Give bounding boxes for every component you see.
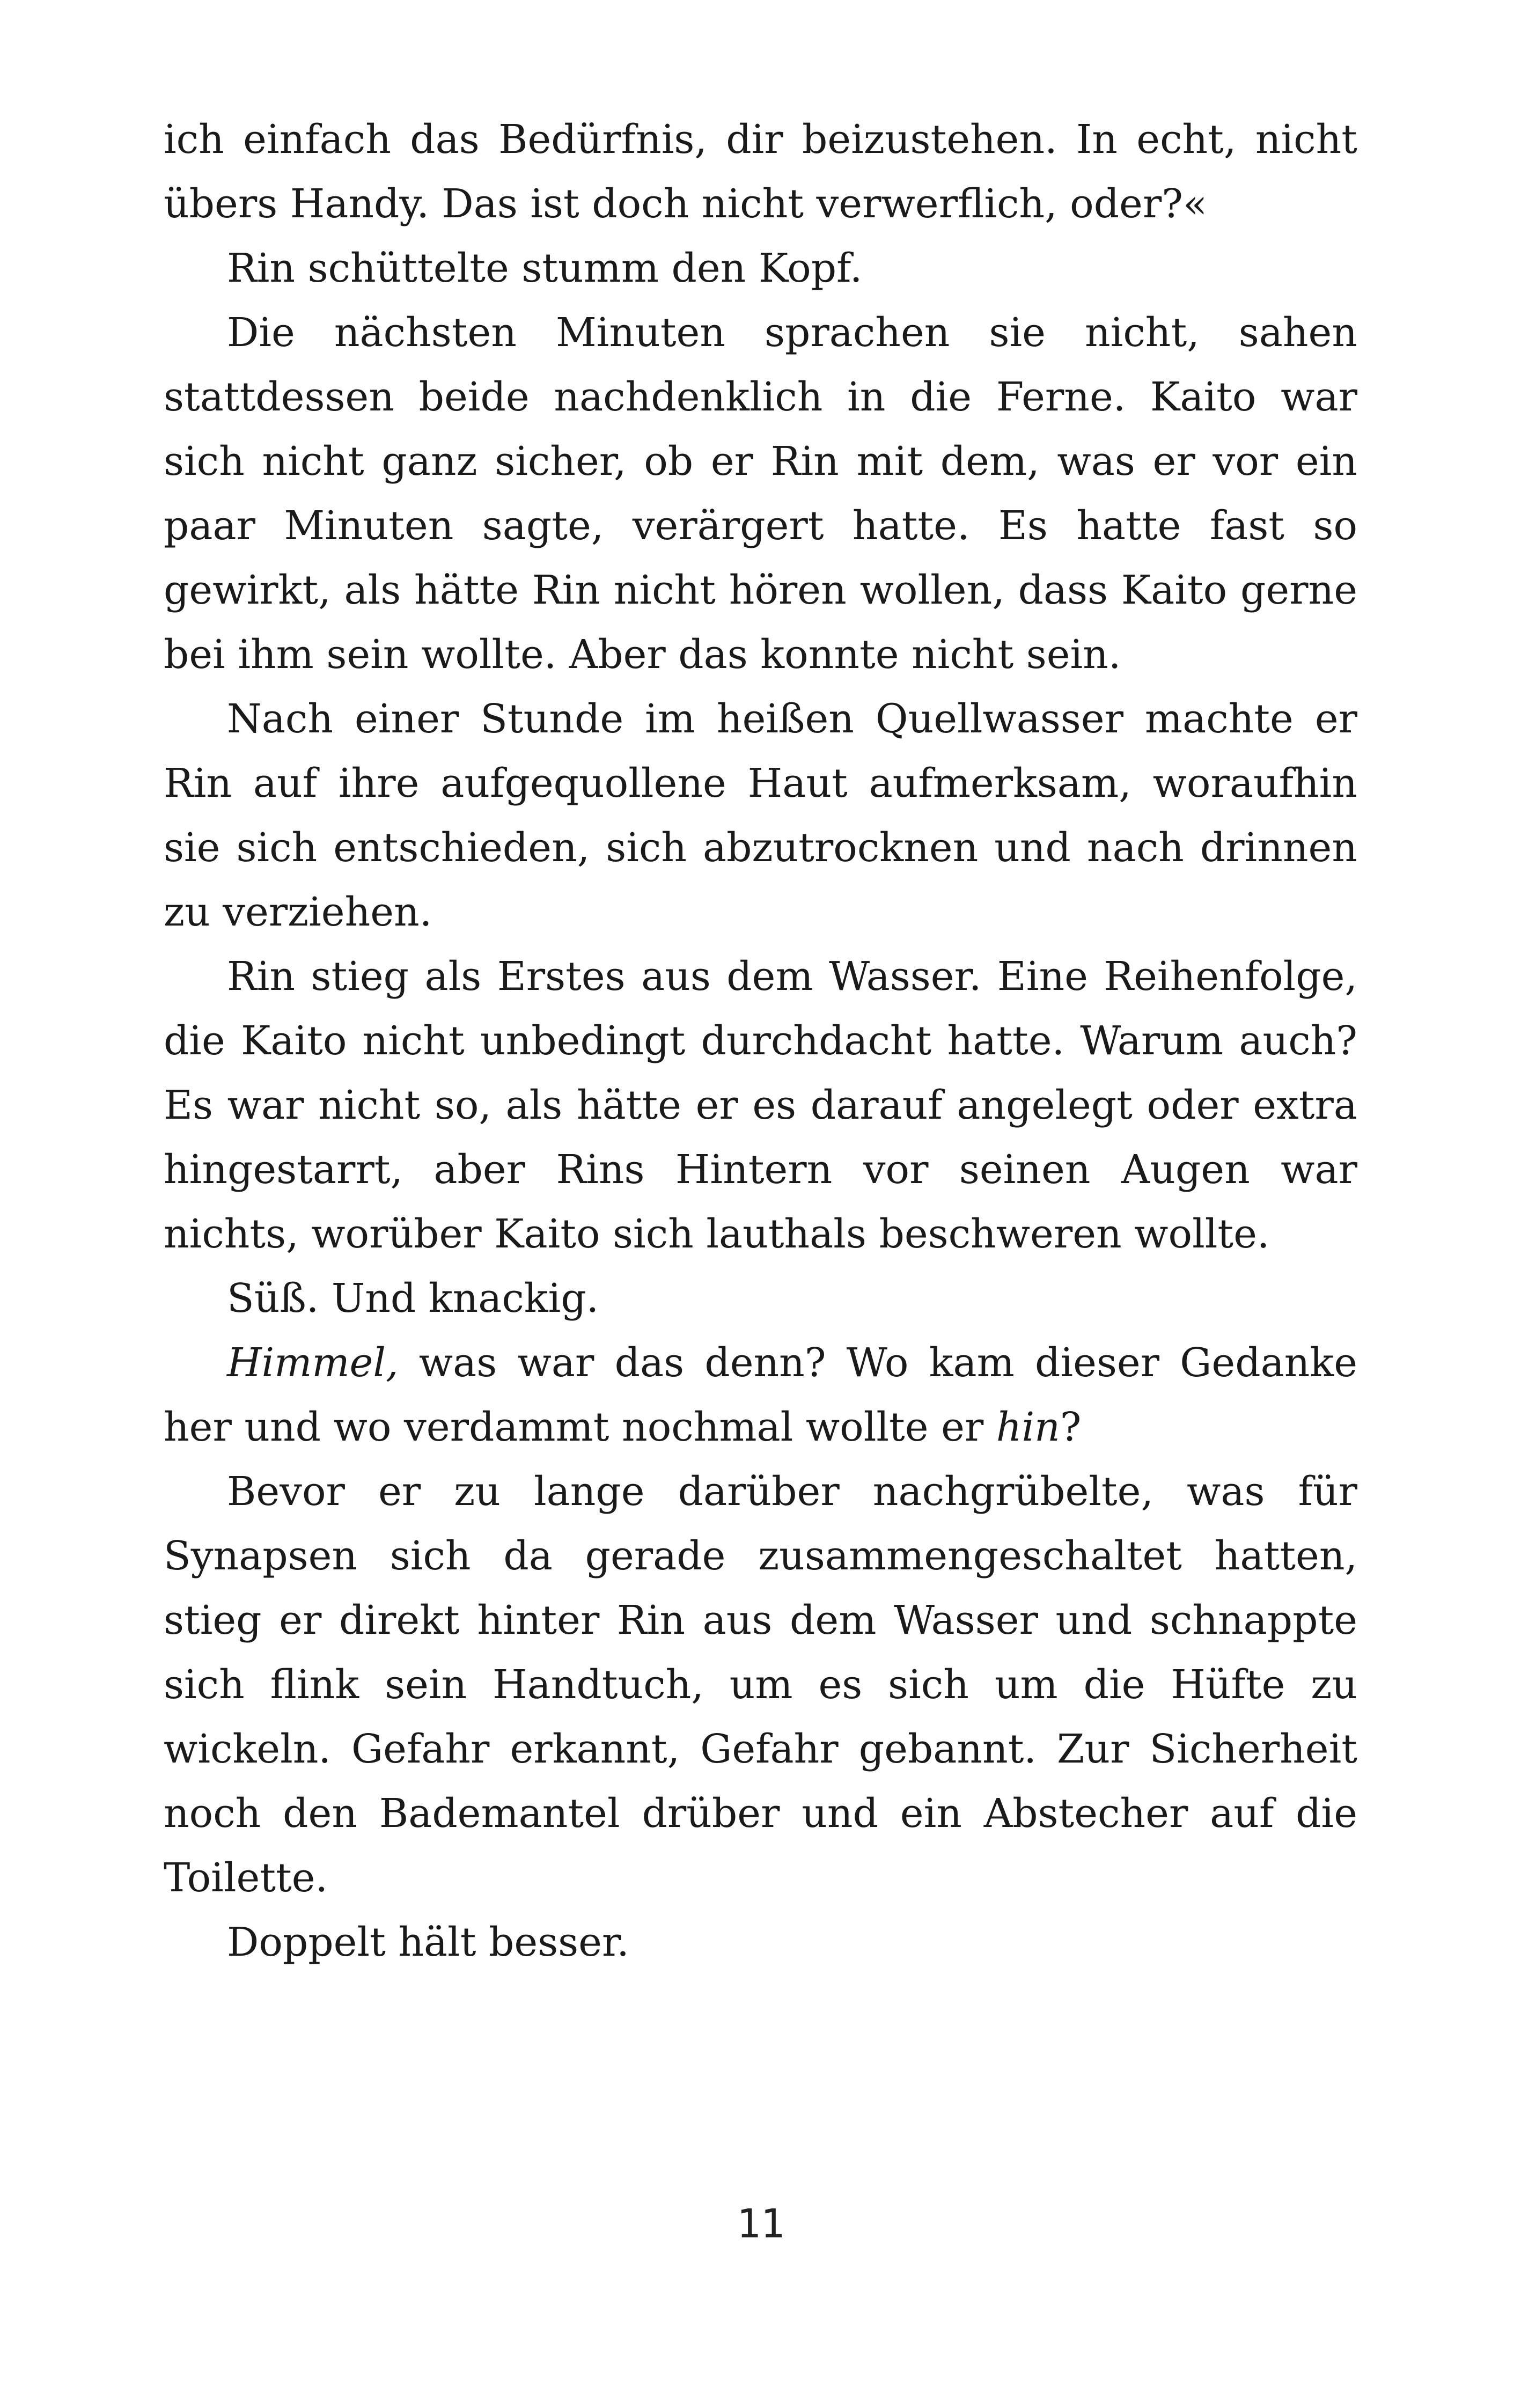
paragraph: Bevor er zu lange darüber nachgrübelte, was für Synapsen sich da gerade zusammengeschaltet hatten, stieg er direkt hinter Rin aus dem Wasser und schnappte sich flink sein Handtuch, um es sich um die Hüfte zu wickeln. Gefahr erkannt, Gefahr gebannt. Zur Sicherheit noch den Bademantel drüber und ein Abstecher auf die Toilette. [164,1469,1357,1901]
paragraph-text: was war das denn? Wo kam dieser Gedanke her und wo verdammt nochmal wollte er [164,1340,1357,1450]
paragraph-text: ? [1060,1404,1082,1450]
paragraph: Die nächsten Minuten sprachen sie nicht, sahen stattdessen beide nachdenklich in die Ferne. Kaito war sich nicht ganz sicher, ob er Rin mit dem, was er vor ein paar Minuten sagte, verärgert hatte. Es hatte fast so gewirkt, als hätte Rin nicht hören wollen, dass Kaito gerne bei ihm sein wollte. Aber das konnte nicht sein. [164,310,1357,678]
paragraph: Doppelt hält besser. [227,1919,629,1965]
italic-text: Himmel, [227,1340,399,1386]
body-text [164,107,1357,1974]
paragraph: ich einfach das Bedürfnis, dir beizustehen. In echt, nicht übers Handy. Das ist doch nicht verwerflich, oder?« [164,116,1357,227]
italic-text: hin [996,1404,1060,1450]
page-number: 11 [736,2201,785,2247]
paragraph: Rin stieg als Erstes aus dem Wasser. Eine Reihenfolge, die Kaito nicht unbedingt durchdacht hatte. Warum auch? Es war nicht so, als hätte er es darauf angelegt oder extra hingestarrt, aber Rins Hintern vor seinen Augen war nichts, worüber Kaito sich lauthals beschweren wollte. [164,953,1357,1257]
paragraph: Nach einer Stunde im heißen Quellwasser machte er Rin auf ihre aufgequollene Haut aufmerksam, woraufhin sie sich entschieden, sich abzutrocknen und nach drinnen zu verziehen. [164,696,1357,935]
paragraph: Rin schüttelte stumm den Kopf. [227,245,863,291]
paragraph: Süß. Und knackig. [227,1275,599,1322]
paragraph [164,1331,1357,1459]
